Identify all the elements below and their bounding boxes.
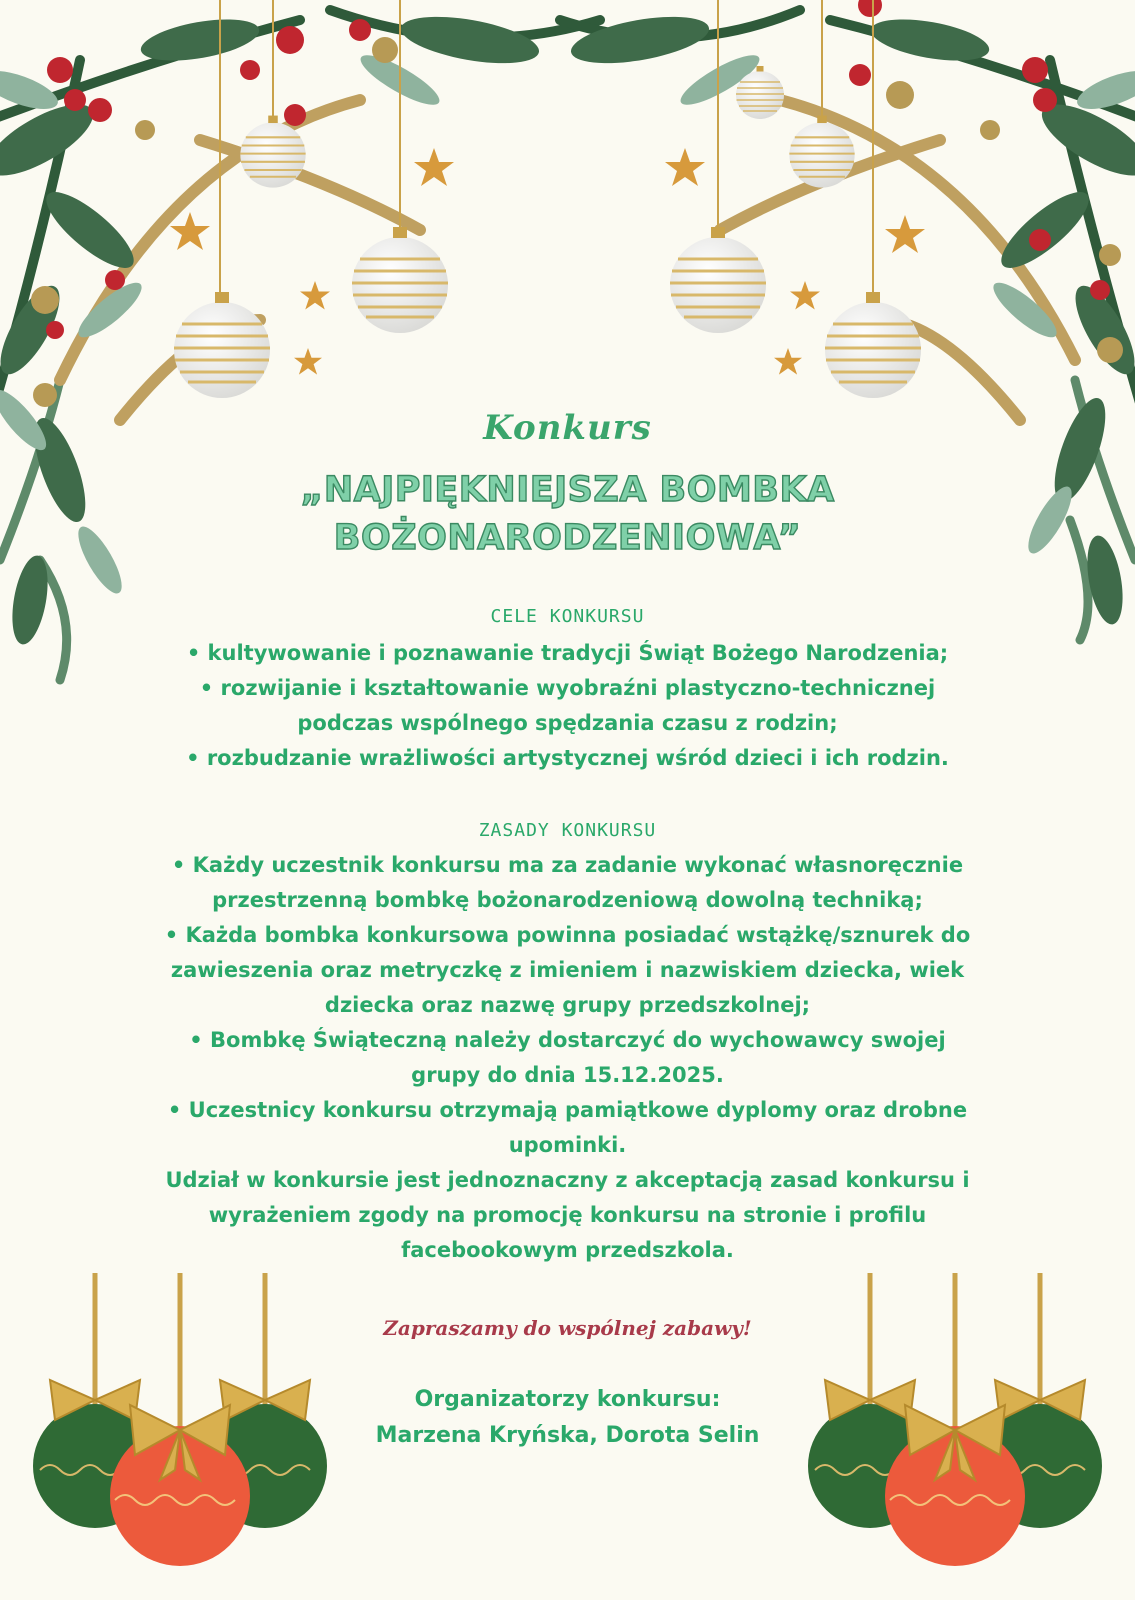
rules-list	[100, 848, 1035, 1268]
rule-item: • Bombkę Świąteczną należy dostarczyć do wychowawcy swojej	[189, 1028, 946, 1052]
rule-item: grupy do dnia 15.12.2025.	[411, 1063, 724, 1087]
goal-item: • kultywowanie i poznawanie tradycji Świąt Bożego Narodzenia;	[186, 641, 949, 665]
organizers	[0, 1382, 1135, 1454]
goal-item: • rozbudzanie wrażliwości artystycznej wśród dzieci i ich rodzin.	[186, 746, 949, 770]
goal-item: podczas wspólnego spędzania czasu z rodzin;	[297, 711, 838, 735]
rule-item: • Każda bombka konkursowa powinna posiadać wstążkę/sznurek do	[164, 923, 971, 947]
goal-item: • rozwijanie i kształtowanie wyobraźni plastyczno-technicznej	[199, 676, 936, 700]
organizers-names: Marzena Kryńska, Dorota Selin	[375, 1423, 760, 1448]
rule-item: • Każdy uczestnik konkursu ma za zadanie wykonać własnoręcznie	[171, 853, 964, 877]
rule-item: zawieszenia oraz metryczkę z imieniem i nazwiskiem dziecka, wiek	[170, 958, 965, 982]
rule-item: upominki.	[508, 1133, 627, 1157]
rule-item: • Uczestnicy konkursu otrzymają pamiątkowe dyplomy oraz drobne	[167, 1098, 968, 1122]
title-line-1: „NAJPIĘKNIEJSZA BOMBKA	[300, 470, 835, 510]
goals-heading: CELE KONKURSU	[490, 606, 645, 627]
invitation-text: Zapraszamy do wspólnej zabawy!	[383, 1316, 752, 1340]
rule-item: facebookowym przedszkola.	[401, 1238, 734, 1262]
contest-label: Konkurs	[483, 408, 652, 448]
organizers-label: Organizatorzy konkursu:	[414, 1387, 721, 1412]
rules-heading: ZASADY KONKURSU	[478, 820, 657, 841]
rule-item: Udział w konkursie jest jednoznaczny z akceptacją zasad konkursu i	[165, 1168, 970, 1192]
goals-list	[100, 636, 1035, 776]
contest-title	[0, 466, 1135, 562]
rule-item: przestrzenną bombkę bożonarodzeniową dowolną techniką;	[212, 888, 923, 912]
title-line-2: BOŻONARODZENIOWA”	[333, 518, 802, 558]
rule-item: wyrażeniem zgody na promocję konkursu na stronie i profilu	[208, 1203, 927, 1227]
rule-item: dziecka oraz nazwę grupy przedszkolnej;	[324, 993, 811, 1017]
